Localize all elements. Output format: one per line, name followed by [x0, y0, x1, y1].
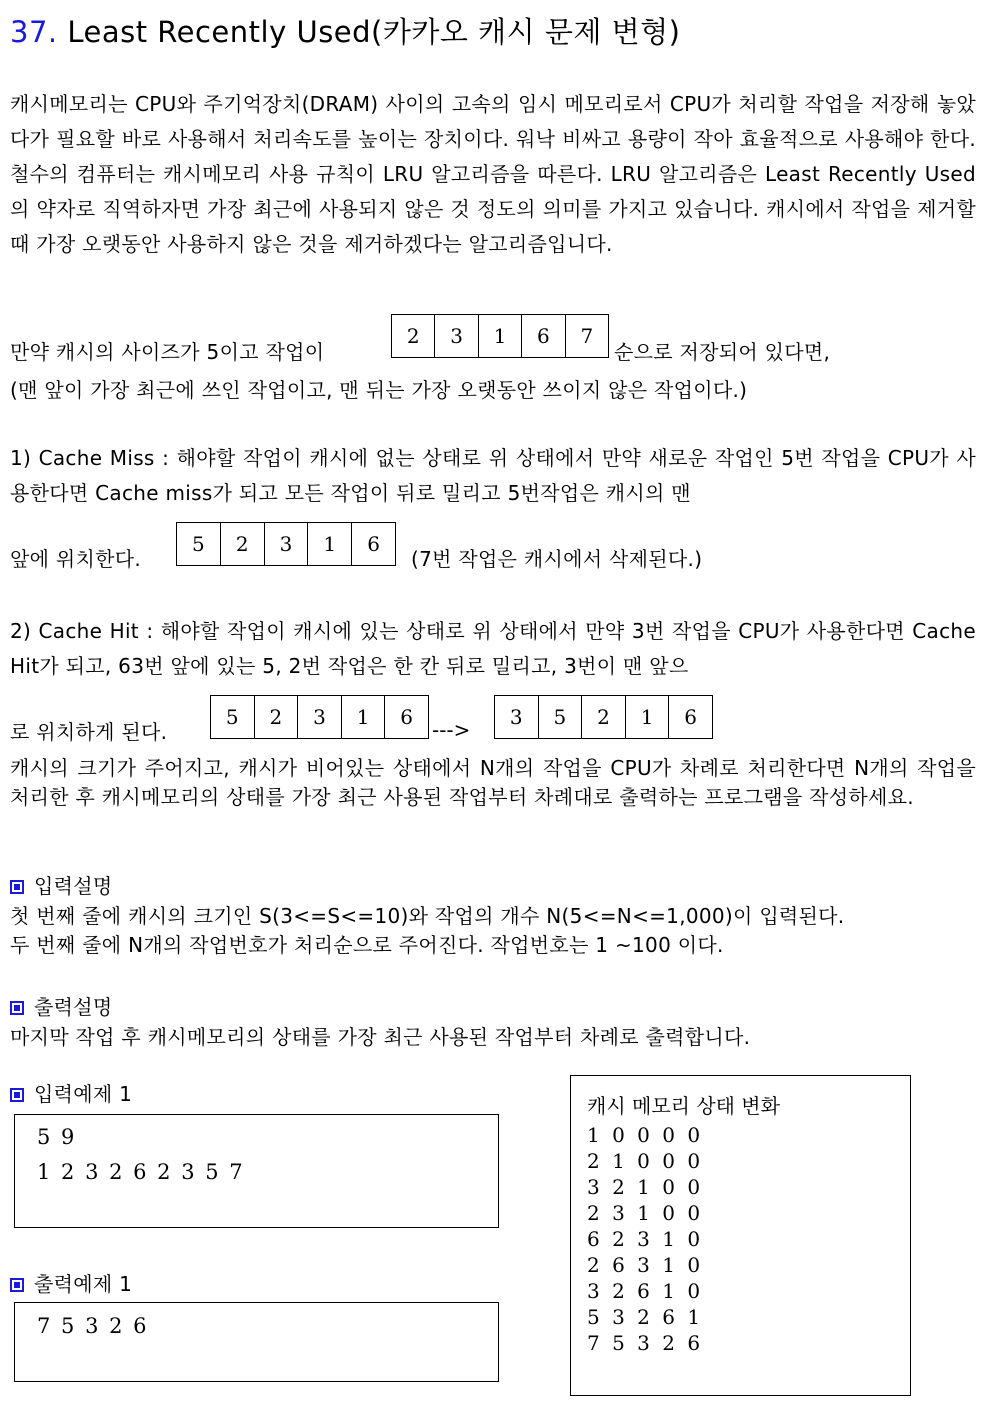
- cache-state-row: 6 2 3 1 0: [587, 1227, 704, 1251]
- cache-cell: 6: [400, 705, 414, 729]
- cache-cell: 3: [265, 523, 309, 565]
- input-desc-line2: 두 번째 줄에 N개의 작업번호가 처리순으로 주어진다. 작업번호는 1 ~100 이다.: [10, 933, 724, 957]
- intro-paragraph: 캐시메모리는 CPU와 주기억장치(DRAM) 사이의 고속의 임시 메모리로서 CPU가 처리할 작업을 저장해 놓았다가 필요할 바로 사용해서 처리속도를 높이는 장치이다. 워낙 비싸고 용량이 작아 효율적으로 사용해야 한다. 철수의 컴퓨터는 캐시메모리 사용 규칙이 LRU 알고리즘을 따른다. LRU 알고리즘은 Least Recently Used 의 약자로 직역하자면 가장 최근에 사용되지 않은 것 정도의 의미를 가지고 있습니다. 캐시에서 작업을 제거할 때 가장 오랫동안 사용하지 않은 것을 제거하겠다는 알고리즘입니다.: [10, 92, 976, 256]
- cache-state-row: 3 2 6 1 0: [587, 1279, 704, 1303]
- page-title: [10, 10, 680, 51]
- input-desc-heading: [10, 870, 112, 899]
- cache-cell: 6: [367, 532, 380, 556]
- square-bullet-icon: [10, 1001, 24, 1015]
- cache-state-box: [570, 1075, 911, 1396]
- cache-miss-prefix: 앞에 위치한다.: [10, 547, 142, 571]
- cache-cell: 1: [342, 696, 386, 738]
- problem-number: 37.: [10, 15, 58, 49]
- cache-cell: 2: [255, 696, 299, 738]
- cache-cell: 2: [221, 523, 265, 565]
- cache-miss-suffix: (7번 작업은 캐시에서 삭제된다.): [411, 547, 703, 571]
- input-example-line2: 1 2 3 2 6 2 3 5 7: [37, 1160, 245, 1184]
- input-desc-line1: 첫 번째 줄에 캐시의 크기인 S(3<=S<=10)와 작업의 개수 N(5<=N<=1,000)이 입력된다.: [10, 904, 845, 928]
- cache-cell: 1: [479, 315, 522, 357]
- cache-state-row: 7 5 3 2 6: [587, 1331, 704, 1355]
- square-bullet-icon: [10, 880, 24, 894]
- cache-cell: 1: [308, 523, 352, 565]
- cache-state-row: 1 0 0 0 0: [587, 1123, 704, 1147]
- cache-cell: 1: [626, 696, 670, 738]
- output-example-title: 출력예제 1: [34, 1272, 133, 1296]
- cache-miss-paragraph: 1) Cache Miss : 해야할 작업이 캐시에 없는 상태로 위 상태에서 만약 새로운 작업인 5번 작업을 CPU가 사용한다면 Cache miss가 되고 모든 작업이 뒤로 밀리고 5번작업은 캐시의 맨: [10, 446, 976, 505]
- output-example-heading: [10, 1268, 132, 1297]
- cache-state-row: 2 3 1 0 0: [587, 1201, 704, 1225]
- cache-hit-cells-after: [494, 695, 713, 739]
- cache-cell: 6: [522, 315, 565, 357]
- cache-cell: 5: [177, 523, 221, 565]
- output-desc-heading: [10, 991, 112, 1020]
- square-bullet-icon: [10, 1278, 24, 1292]
- cache-cell: 3: [495, 696, 539, 738]
- cache-cell: 2: [582, 696, 626, 738]
- cache-miss-cells: [176, 522, 396, 566]
- input-desc-title: 입력설명: [34, 874, 113, 898]
- cache-state-row: 2 6 3 1 0: [587, 1253, 704, 1277]
- cache-cell: 2: [392, 315, 435, 357]
- cache-cell: 5: [211, 696, 255, 738]
- task-paragraph: 캐시의 크기가 주어지고, 캐시가 비어있는 상태에서 N개의 작업을 CPU가 차례로 처리한다면 N개의 작업을 처리한 후 캐시메모리의 상태를 가장 최근 사용된 작업부터 차례대로 출력하는 프로그램을 작성하세요.: [10, 756, 976, 809]
- problem-title: Least Recently Used(카카오 캐시 문제 변형): [67, 15, 681, 49]
- output-desc-title: 출력설명: [34, 995, 113, 1019]
- cache-cell: 7: [580, 324, 594, 348]
- cache-state-title: 캐시 메모리 상태 변화: [587, 1094, 780, 1118]
- input-example-box: [14, 1114, 499, 1228]
- output-example-box: [14, 1302, 499, 1382]
- output-desc-line1: 마지막 작업 후 캐시메모리의 상태를 가장 최근 사용된 작업부터 차례로 출력합니다.: [10, 1025, 751, 1049]
- square-bullet-icon: [10, 1088, 24, 1102]
- cache-hit-cells-before: [210, 695, 429, 739]
- cache-state-row: 5 3 2 6 1: [587, 1305, 704, 1329]
- input-example-title: 입력예제 1: [34, 1082, 133, 1106]
- cache-cell: 5: [539, 696, 583, 738]
- cache-hit-paragraph: 2) Cache Hit : 해야할 작업이 캐시에 있는 상태로 위 상태에서 만약 3번 작업을 CPU가 사용한다면 Cache Hit가 되고, 63번 앞에 있는 5, 2번 작업은 한 칸 뒤로 밀리고, 3번이 맨 앞으: [10, 619, 976, 678]
- transition-arrow: --->: [432, 718, 471, 742]
- example-suffix: 순으로 저장되어 있다면,: [614, 340, 831, 364]
- cache-cell: 3: [298, 696, 342, 738]
- cache-state-row: 3 2 1 0 0: [587, 1175, 704, 1199]
- input-example-heading: [10, 1078, 132, 1107]
- input-example-line1: 5 9: [37, 1125, 77, 1149]
- example-note: (맨 앞이 가장 최근에 쓰인 작업이고, 맨 뒤는 가장 오랫동안 쓰이지 않은 작업이다.): [10, 378, 748, 402]
- cache-state-row: 2 1 0 0 0: [587, 1149, 704, 1173]
- cache-cell: 3: [435, 315, 478, 357]
- example-prefix: 만약 캐시의 사이즈가 5이고 작업이: [10, 340, 325, 364]
- cache-cell: 6: [684, 705, 698, 729]
- output-example-line1: 7 5 3 2 6: [37, 1314, 149, 1338]
- cache-hit-prefix: 로 위치하게 된다.: [10, 720, 168, 744]
- example-cache-cells: [391, 314, 609, 358]
